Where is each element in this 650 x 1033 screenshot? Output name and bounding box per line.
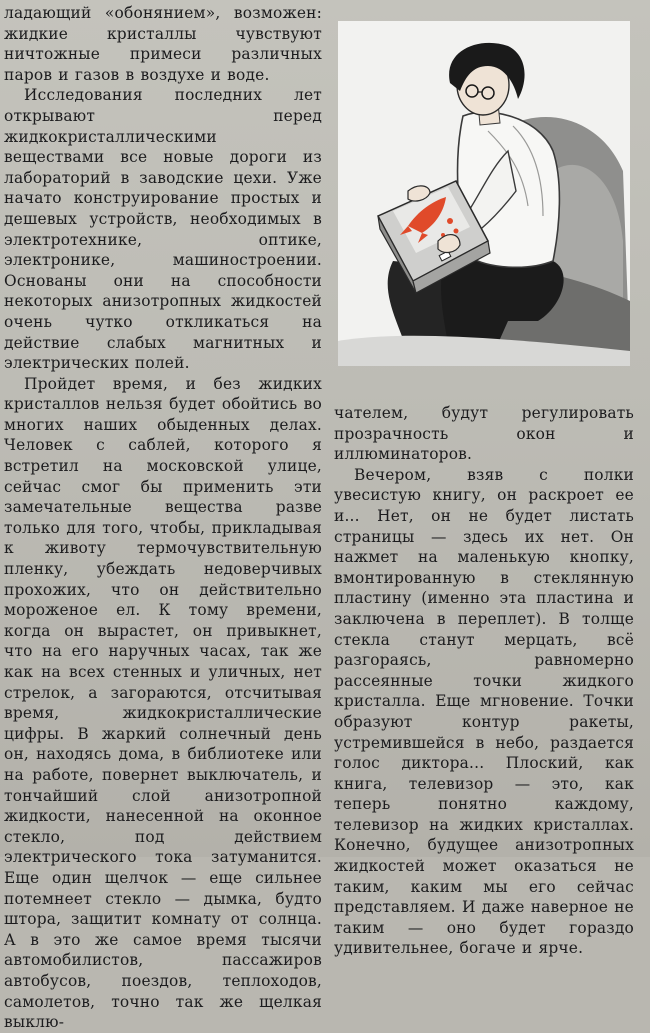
- right-column-paragraph: чателем, будут регулировать прозрачность окон и иллюминаторов.: [334, 404, 634, 464]
- left-column-paragraph: Исследования последних лет открывают перед жидкокристаллическими веществами все новые дороги из лабораторий в заводские цехи. Уже начато конструирование простых и дешевых устройств, необходимых в электротехнике, оптике, электронике, машиностроении. Основаны они на способности некоторых анизотропных жидкостей очень чутко откликаться на действие слабых магнитных и электрических полей.: [4, 86, 322, 373]
- left-text-column: [4, 3, 322, 1033]
- right-column-paragraph: Вечером, взяв с полки увесистую книгу, он раскроет ее и... Нет, он не будет листать страницы — здесь их нет. Он нажмет на маленькую кнопку, вмонтированную в стеклянную пластину (именно эта пластина и заключена в переплет). В толще стекла станут мерцать, всё разгораясь, равномерно рассеянные точки жидкого кристалла. Еще мгновение. Точки образуют контур ракеты, устремившейся в небо, раздается голос диктора... Плоский, как книга, телевизор — это, как теперь понятно каждому, телевизор на жидких кристаллах. Конечно, будущее анизотропных жидкостей может оказаться не таким, каким мы его сейчас представляем. И даже наверное не таким — оно будет гораздо удивительнее, богаче и ярче.: [334, 465, 634, 958]
- illustration-drawing: [338, 21, 630, 366]
- right-text-column: [334, 403, 634, 959]
- left-column-paragraph: Пройдет время, и без жидких кристаллов нельзя будет обойтись во многих наших обыденных делах. Человек с саблей, которого я встретил на московской улице, сейчас смог бы применить эти замечательные вещества разве только для того, чтобы, прикладывая к животу термочувствительную пленку, убеждать недоверчивых прохожих, что он действительно мороженое ел. К тому времени, когда он вырастет, он привыкнет, что на его наручных часах, так же как на всех стенных и уличных, нет стрелок, а загораются, отсчитывая время, жидкокристаллические цифры. В жаркий солнечный день он, находясь дома, в библиотеке или на работе, повернет выключатель, и тончайший слой анизотропной жидкости, нанесенной на оконное стекло, под действием электрического тока затуманится. Еще один щелчок — еще сильнее потемнеет стекло — дымка, будто штора, защитит комнату от солнца. А в это же самое время тысячи автомобилистов, пассажиров автобусов, поездов, теплоходов, самолетов, точно так же щелкая выклю-: [4, 374, 322, 1032]
- illustration-boy-with-book: [338, 21, 630, 366]
- left-column-paragraph: ладающий «обонянием», возможен: жидкие кристаллы чувствуют ничтожные примеси различных паров и газов в воздухе и воде.: [4, 4, 322, 84]
